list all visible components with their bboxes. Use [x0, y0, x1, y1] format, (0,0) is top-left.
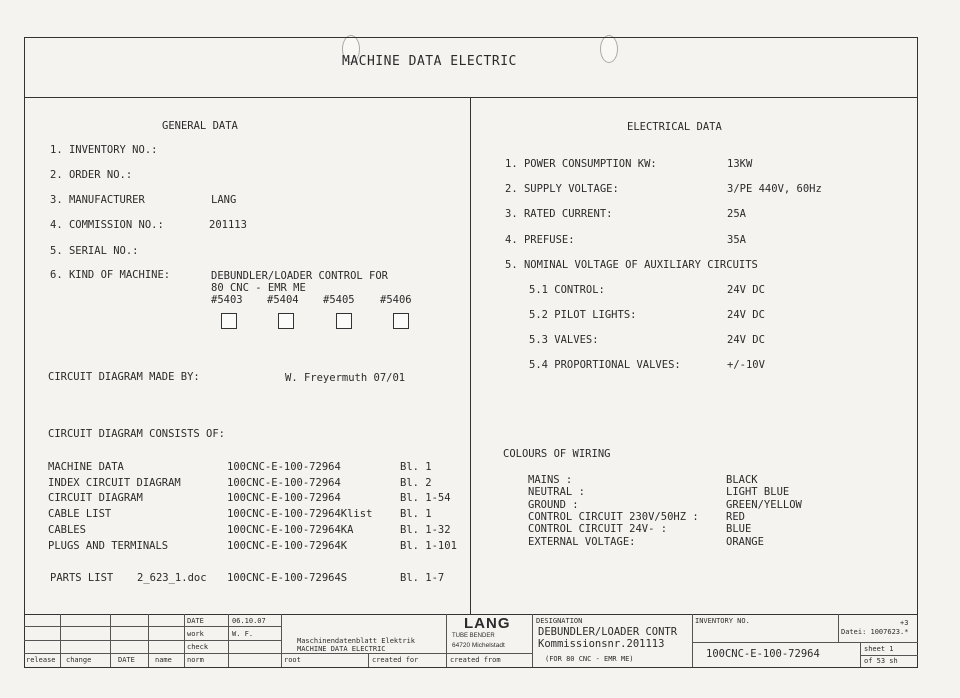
aux-item-label: 5.3 VALVES: [529, 334, 599, 346]
consists-name: CABLES [48, 524, 86, 536]
machine-kind-value: DEBUNDLER/LOADER CONTROL FOR [211, 270, 389, 282]
consists-sheets: Bl. 1 [400, 508, 432, 520]
general-item-label: 5. SERIAL NO.: [50, 245, 139, 257]
tb-designation-2: Kommissionsnr.201113 [538, 638, 665, 650]
variant-label: #5403 [211, 294, 243, 306]
general-heading: GENERAL DATA [162, 120, 238, 132]
aux-item-label: 5.4 PROPORTIONAL VALVES: [529, 359, 681, 371]
general-item-label: 1. INVENTORY NO.: [50, 144, 158, 156]
wiring-label: CONTROL CIRCUIT 24V- : [528, 523, 668, 535]
tb-grid [228, 614, 229, 667]
tb-work-label: work [187, 630, 204, 638]
tb-grid [692, 614, 693, 667]
electrical-item-value: 35A [727, 234, 746, 246]
electrical-item-label: 2. SUPPLY VOLTAGE: [505, 183, 619, 195]
tb-of: of 53 sh [864, 657, 898, 665]
consists-name: CABLE LIST [48, 508, 112, 520]
tb-created-for-label: created for [372, 656, 419, 664]
tb-work-value: W. F. [232, 630, 254, 638]
variant-label: #5404 [267, 294, 299, 306]
manufacturer-value: LANG [211, 194, 237, 206]
wiring-label: NEUTRAL : [528, 486, 585, 498]
commission-value: 201113 [209, 219, 247, 231]
aux-item-value: 24V DC [727, 334, 765, 346]
tb-designation-3: (FOR 80 CNC - EMR ME) [545, 655, 634, 663]
wiring-value: BLACK [726, 474, 758, 486]
consists-sheets: Bl. 2 [400, 477, 432, 489]
tb-designation-1: DEBUNDLER/LOADER CONTR [538, 626, 678, 638]
variant-checkbox-5406[interactable] [393, 313, 409, 329]
tb-change-label: change [66, 656, 92, 664]
consists-sheets: Bl. 1 [400, 461, 432, 473]
electrical-item-label: 1. POWER CONSUMPTION KW: [505, 158, 657, 170]
aux-item-value: +/-10V [727, 359, 765, 371]
consists-heading: CIRCUIT DIAGRAM CONSISTS OF: [48, 428, 226, 440]
consists-name: MACHINE DATA [48, 461, 124, 473]
page-title: MACHINE DATA ELECTRIC [342, 54, 517, 69]
tb-company-sub: TUBE BENDER [452, 633, 495, 639]
tb-grid [532, 614, 533, 667]
tb-root-label: root [284, 656, 301, 664]
aux-item-value: 24V DC [727, 284, 765, 296]
header-divider [24, 97, 918, 98]
tb-document-number: 100CNC-E-100-72964 [706, 648, 820, 660]
wiring-value: ORANGE [726, 536, 764, 548]
aux-circuits-label: 5. NOMINAL VOLTAGE OF AUXILIARY CIRCUITS [505, 259, 758, 271]
lang-logo: LANG [464, 615, 511, 632]
consists-name: CIRCUIT DIAGRAM [48, 492, 143, 504]
tb-grid [184, 614, 185, 667]
tb-name-label: name [155, 656, 172, 664]
wiring-value: BLUE [726, 523, 752, 535]
aux-item-label: 5.1 CONTROL: [529, 284, 605, 296]
column-divider [470, 97, 471, 614]
tb-grid [24, 626, 281, 627]
wiring-label: MAINS : [528, 474, 573, 486]
tb-grid [692, 642, 918, 643]
tb-grid [148, 614, 149, 667]
tb-grid [60, 614, 61, 667]
parts-list-label: PARTS LIST [50, 572, 114, 584]
wiring-value: GREEN/YELLOW [726, 499, 802, 511]
consists-name: PLUGS AND TERMINALS [48, 540, 169, 552]
tb-grid [368, 653, 369, 667]
tb-description-en: MACHINE DATA ELECTRIC [297, 645, 386, 653]
electrical-item-value: 3/PE 440V, 60Hz [727, 183, 822, 195]
variant-label: #5406 [380, 294, 412, 306]
consists-code: 100CNC-E-100-72964K [227, 540, 348, 552]
tb-grid [281, 614, 282, 667]
wiring-value: LIGHT BLUE [726, 486, 790, 498]
electrical-item-label: 3. RATED CURRENT: [505, 208, 613, 220]
electrical-item-label: 4. PREFUSE: [505, 234, 575, 246]
tb-date-value: 06.10.07 [232, 617, 266, 625]
tb-grid [24, 653, 532, 654]
machine-kind-line2: 80 CNC - EMR ME [211, 282, 306, 294]
consists-code: 100CNC-E-100-72964Klist [227, 508, 373, 520]
made-by-label: CIRCUIT DIAGRAM MADE BY: [48, 371, 200, 383]
tb-grid [24, 640, 281, 641]
tb-release-label: release [26, 656, 56, 664]
consists-name: INDEX CIRCUIT DIAGRAM [48, 477, 181, 489]
parts-list-file: 2_623_1.doc [137, 572, 207, 584]
parts-list-code: 100CNC-E-100-72964S [227, 572, 348, 584]
tb-sheet: sheet 1 [864, 645, 894, 653]
electrical-item-value: 13KW [727, 158, 753, 170]
made-by-value: W. Freyermuth 07/01 [285, 372, 406, 384]
tb-designation-label: DESIGNATION [536, 617, 583, 625]
variant-label: #5405 [323, 294, 355, 306]
tb-plus: +3 [900, 619, 909, 627]
consists-code: 100CNC-E-100-72964KA [227, 524, 354, 536]
tb-grid [110, 614, 111, 667]
general-item-label: 4. COMMISSION NO.: [50, 219, 164, 231]
wiring-label: CONTROL CIRCUIT 230V/50HZ : [528, 511, 699, 523]
general-item-label: 6. KIND OF MACHINE: [50, 269, 171, 281]
tb-date-label: DATE [187, 617, 204, 625]
tb-grid [860, 655, 918, 656]
tb-company-addr: 64720 Michelstadt [452, 642, 505, 649]
tb-check-label: check [187, 643, 209, 651]
general-item-label: 2. ORDER NO.: [50, 169, 133, 181]
tb-created-from-label: created from [450, 656, 501, 664]
consists-code: 100CNC-E-100-72964 [227, 492, 341, 504]
wiring-label: GROUND : [528, 499, 579, 511]
variant-checkbox-5405[interactable] [336, 313, 352, 329]
aux-item-label: 5.2 PILOT LIGHTS: [529, 309, 637, 321]
parts-list-sheets: Bl. 1-7 [400, 572, 445, 584]
consists-sheets: Bl. 1-101 [400, 540, 457, 552]
consists-sheets: Bl. 1-54 [400, 492, 451, 504]
consists-sheets: Bl. 1-32 [400, 524, 451, 536]
tb-description-de: Maschinendatenblatt Elektrik [297, 637, 416, 645]
tb-grid [446, 614, 447, 667]
tb-inventory-label: INVENTORY NO. [695, 617, 750, 625]
consists-code: 100CNC-E-100-72964 [227, 477, 341, 489]
wiring-label: EXTERNAL VOLTAGE: [528, 536, 636, 548]
aux-item-value: 24V DC [727, 309, 765, 321]
wiring-heading: COLOURS OF WIRING [503, 448, 611, 460]
tb-norm-label: norm [187, 656, 204, 664]
consists-code: 100CNC-E-100-72964 [227, 461, 341, 473]
electrical-item-value: 25A [727, 208, 746, 220]
general-item-label: 3. MANUFACTURER [50, 194, 145, 206]
tb-grid [838, 614, 839, 642]
tb-date2-label: DATE [118, 656, 135, 664]
electrical-heading: ELECTRICAL DATA [627, 121, 722, 133]
variant-checkbox-5404[interactable] [278, 313, 294, 329]
tb-file: Datei: 1007623.* [841, 628, 909, 636]
variant-checkbox-5403[interactable] [221, 313, 237, 329]
wiring-value: RED [726, 511, 745, 523]
